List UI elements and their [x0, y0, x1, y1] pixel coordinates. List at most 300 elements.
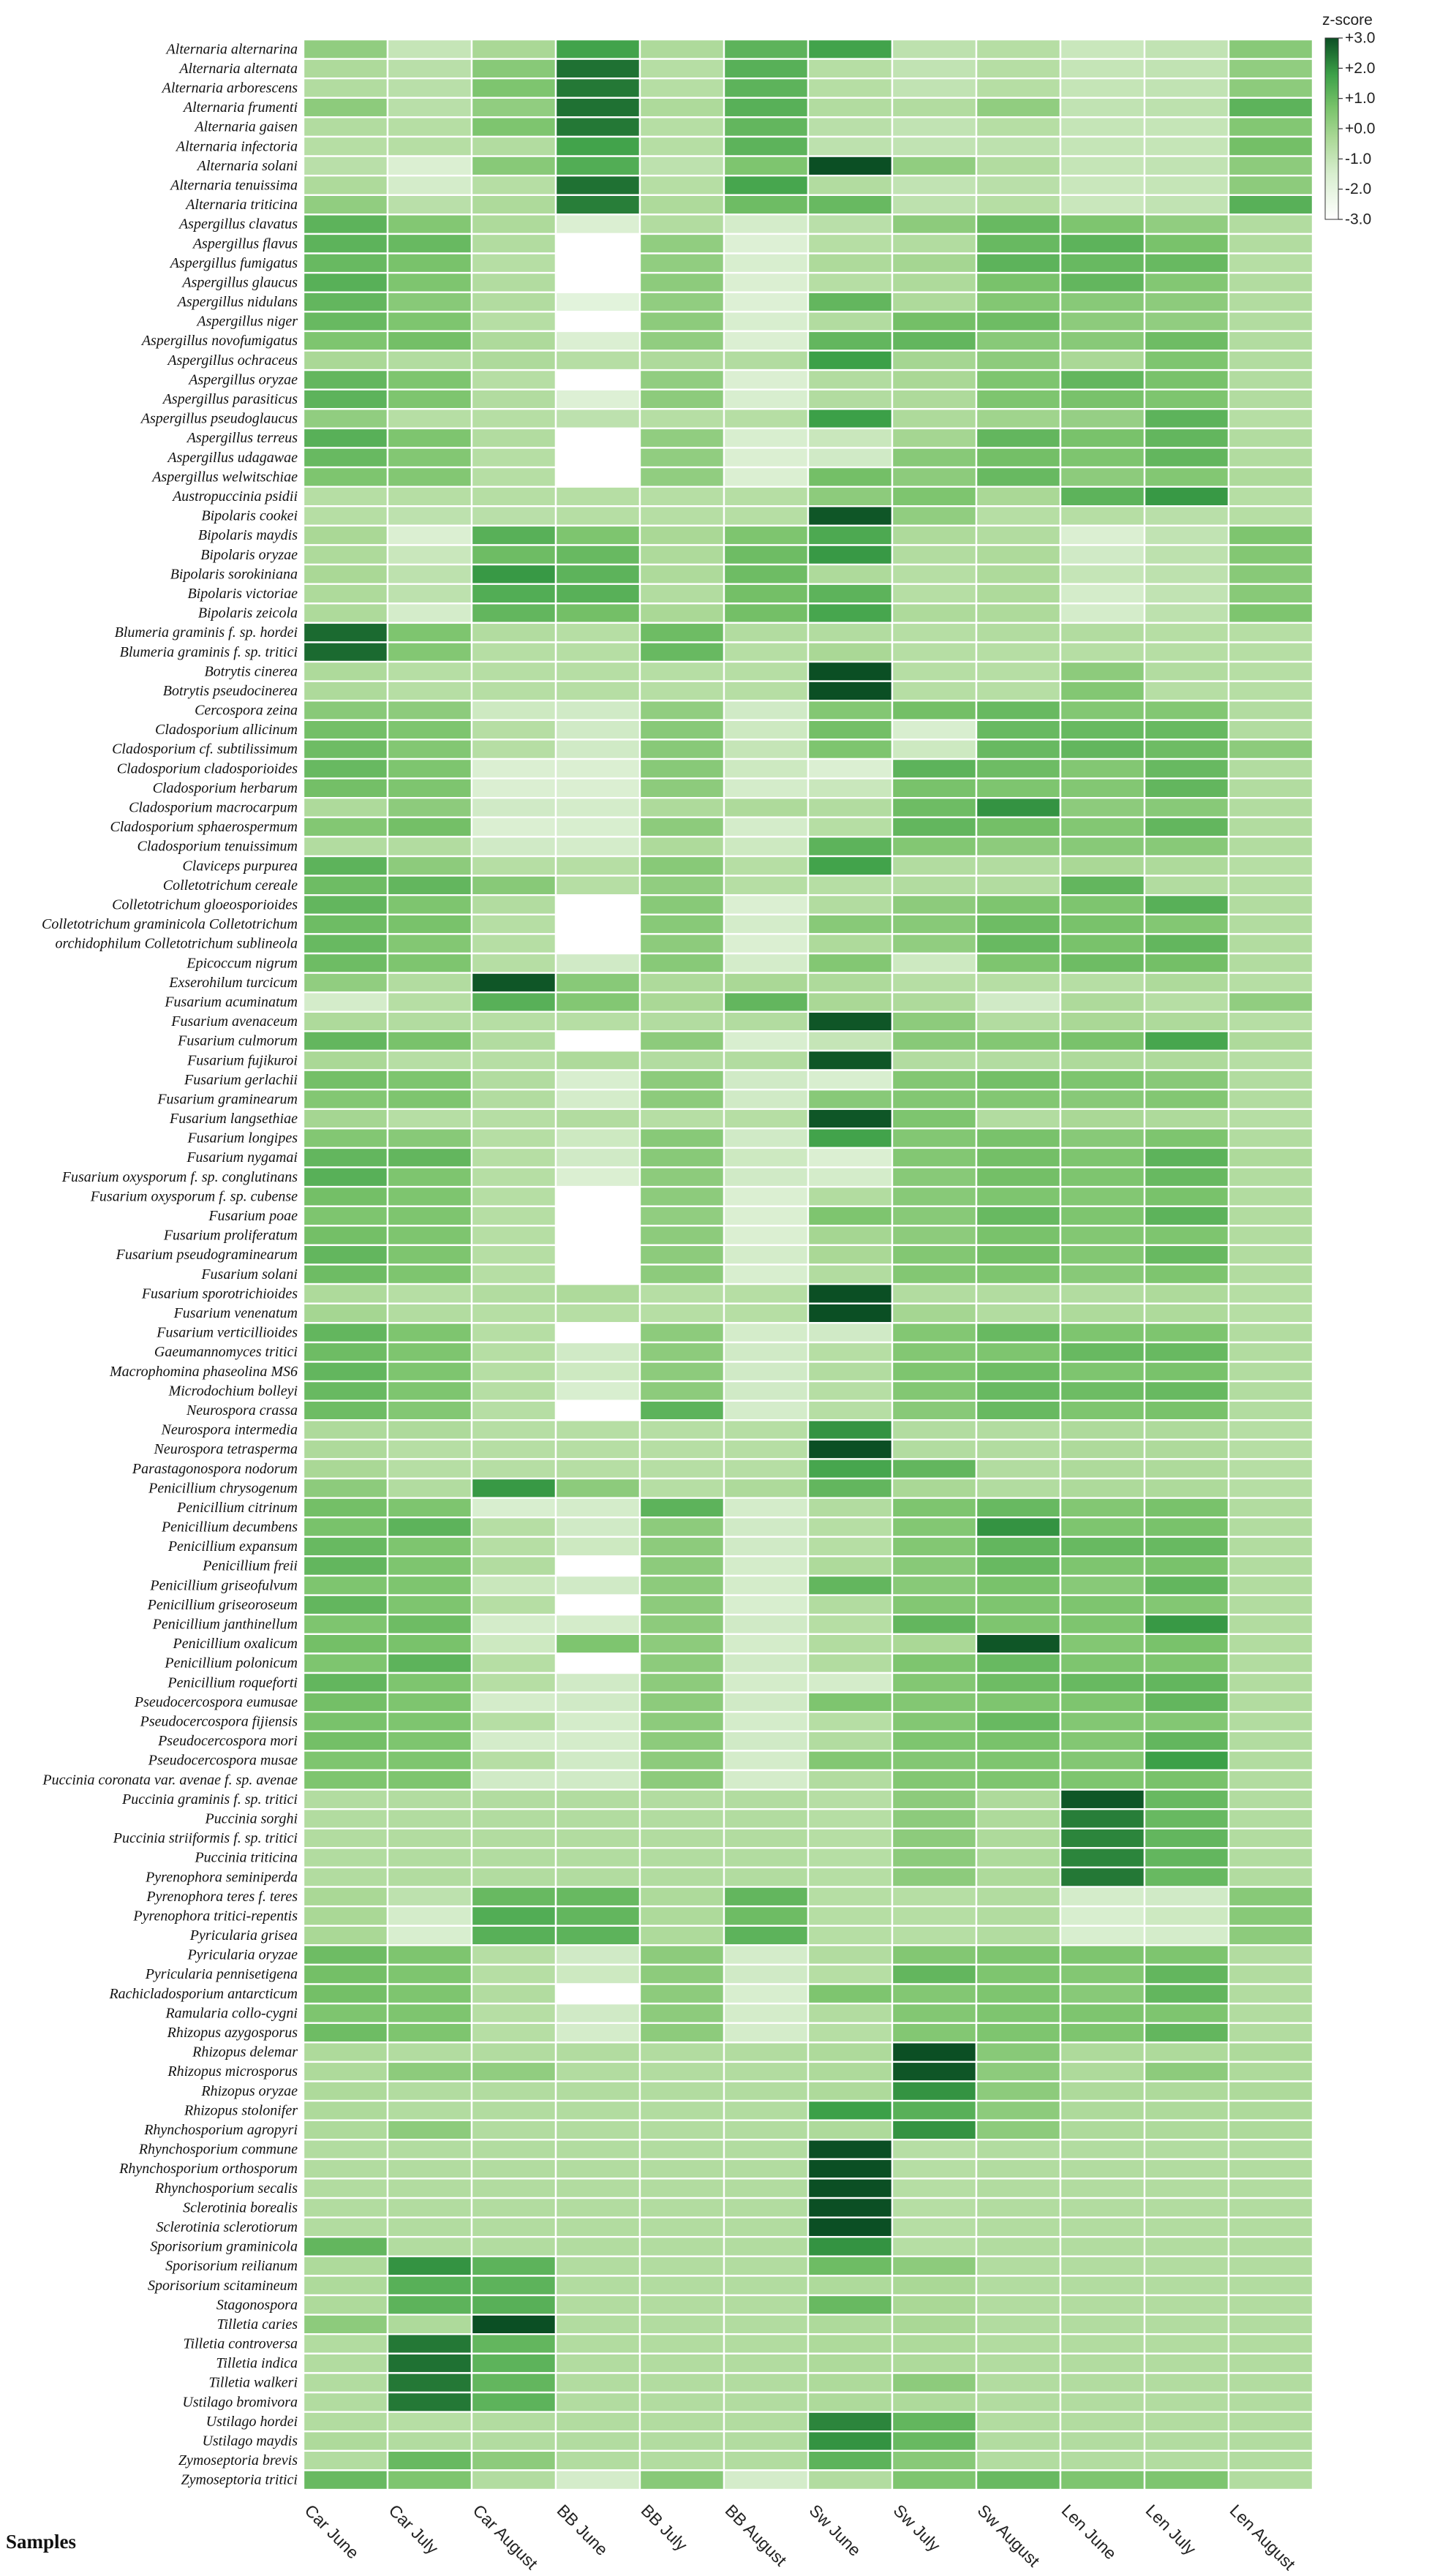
heatmap-cell: [1229, 1440, 1313, 1459]
heatmap-cell: [304, 448, 388, 468]
row-label: Rhizopus microsporus: [167, 2063, 298, 2080]
row-label: Aspergillus niger: [197, 313, 298, 330]
heatmap-cell: [640, 1770, 724, 1790]
heatmap-cell: [388, 1537, 472, 1557]
heatmap-cell: [304, 331, 388, 351]
heatmap-cell: [892, 2198, 976, 2218]
heatmap-cell: [1145, 1478, 1229, 1498]
heatmap-cell: [724, 1887, 808, 1907]
heatmap-cell: [472, 2412, 556, 2432]
heatmap-cell: [388, 137, 472, 156]
row-label: Alternaria alternarina: [166, 41, 298, 58]
heatmap-cell: [640, 59, 724, 79]
heatmap-cell: [472, 1537, 556, 1557]
heatmap-cell: [1060, 1109, 1145, 1129]
heatmap-cell: [556, 1420, 640, 1440]
heatmap-cell: [472, 836, 556, 856]
heatmap-cell: [472, 1750, 556, 1770]
heatmap-cell: [388, 1848, 472, 1867]
heatmap-cell: [556, 934, 640, 953]
heatmap-cell: [556, 175, 640, 195]
heatmap-cell: [556, 1128, 640, 1148]
row-label: Bipolaris sorokiniana: [170, 566, 298, 583]
heatmap-cell: [808, 2178, 892, 2198]
heatmap-cell: [976, 2003, 1060, 2023]
heatmap-cell: [472, 1790, 556, 1810]
heatmap-cell: [976, 779, 1060, 798]
heatmap-cell: [556, 1595, 640, 1615]
heatmap-cell: [640, 915, 724, 934]
heatmap-cell: [388, 1478, 472, 1498]
heatmap-cell: [640, 1109, 724, 1129]
heatmap-cell: [1060, 720, 1145, 740]
heatmap-cell: [1060, 1187, 1145, 1206]
heatmap-cell: [808, 779, 892, 798]
heatmap-cell: [976, 2062, 1060, 2082]
heatmap-cell: [808, 2218, 892, 2237]
heatmap-cell: [556, 117, 640, 137]
heatmap-cell: [304, 1361, 388, 1381]
heatmap-cell: [1229, 2101, 1313, 2120]
heatmap-cell: [724, 2159, 808, 2179]
heatmap-cell: [1145, 1867, 1229, 1887]
heatmap-cell: [808, 1595, 892, 1615]
heatmap-cell: [640, 1750, 724, 1770]
column-label: Sw July: [889, 2501, 945, 2556]
heatmap-cell: [472, 1012, 556, 1032]
heatmap-cell: [472, 1867, 556, 1887]
heatmap-cell: [640, 1984, 724, 2004]
heatmap-cell: [556, 2373, 640, 2392]
row-label: Cladosporium cf. subtilissimum: [112, 741, 298, 758]
row-label: Penicillium janthinellum: [152, 1616, 298, 1633]
heatmap-cell: [556, 1693, 640, 1712]
heatmap-cell: [304, 2198, 388, 2218]
heatmap-cell: [556, 254, 640, 273]
heatmap-cell: [1060, 856, 1145, 876]
heatmap-cell: [556, 1517, 640, 1537]
heatmap-cell: [1229, 1887, 1313, 1907]
heatmap-cell: [472, 953, 556, 973]
heatmap-cell: [640, 487, 724, 507]
heatmap-cell: [1229, 1478, 1313, 1498]
heatmap-cell: [976, 2315, 1060, 2335]
heatmap-cell: [1229, 1128, 1313, 1148]
heatmap-cell: [640, 351, 724, 371]
row-label: Ustilago hordei: [206, 2413, 298, 2430]
heatmap-cell: [472, 2315, 556, 2335]
heatmap-cell: [556, 876, 640, 896]
heatmap-cell: [1145, 2334, 1229, 2354]
heatmap-cell: [556, 467, 640, 487]
heatmap-cell: [472, 1361, 556, 1381]
heatmap-cell: [640, 409, 724, 428]
heatmap-cell: [808, 117, 892, 137]
heatmap-cell: [1145, 59, 1229, 79]
heatmap-cell: [892, 1867, 976, 1887]
heatmap-cell: [808, 409, 892, 428]
heatmap-cell: [304, 1750, 388, 1770]
heatmap-cell: [808, 798, 892, 817]
heatmap-cell: [976, 1051, 1060, 1070]
heatmap-cell: [1145, 1012, 1229, 1032]
heatmap-cell: [640, 2256, 724, 2276]
heatmap-cell: [1145, 506, 1229, 526]
heatmap-cell: [472, 895, 556, 915]
heatmap-cell: [976, 934, 1060, 953]
heatmap-cell: [640, 2139, 724, 2159]
heatmap-cell: [976, 1168, 1060, 1187]
heatmap-cell: [388, 273, 472, 292]
heatmap-cell: [808, 331, 892, 351]
heatmap-cell: [892, 1693, 976, 1712]
heatmap-cell: [1145, 1265, 1229, 1285]
heatmap-cell: [640, 1926, 724, 1946]
heatmap-cell: [1229, 214, 1313, 234]
heatmap-cell: [1145, 2275, 1229, 2295]
heatmap-cell: [556, 2237, 640, 2256]
heatmap-cell: [892, 1984, 976, 2004]
heatmap-cell: [976, 1848, 1060, 1867]
heatmap-cell: [1229, 487, 1313, 507]
heatmap-cell: [556, 1770, 640, 1790]
heatmap-cell: [892, 1440, 976, 1459]
heatmap-cell: [892, 39, 976, 59]
heatmap-cell: [556, 1012, 640, 1032]
heatmap-cell: [472, 487, 556, 507]
row-label: Sporisorium scitamineum: [148, 2277, 298, 2294]
heatmap-cell: [472, 1498, 556, 1518]
heatmap-cell: [388, 1829, 472, 1848]
heatmap-cell: [1229, 2237, 1313, 2256]
heatmap-cell: [1060, 1051, 1145, 1070]
heatmap-cell: [304, 2042, 388, 2062]
heatmap-cell: [472, 292, 556, 312]
heatmap-cell: [724, 1537, 808, 1557]
heatmap-cell: [1060, 798, 1145, 817]
heatmap-cell: [304, 1614, 388, 1634]
heatmap-cell: [1229, 117, 1313, 137]
heatmap-cell: [556, 1323, 640, 1342]
heatmap-cell: [976, 2218, 1060, 2237]
heatmap-cell: [1060, 1653, 1145, 1673]
heatmap-cell: [1145, 2431, 1229, 2451]
heatmap-cell: [304, 1634, 388, 1654]
heatmap-cell: [640, 273, 724, 292]
heatmap-cell: [304, 1770, 388, 1790]
colorbar-tick-label: +3.0: [1345, 29, 1376, 47]
heatmap-cell: [472, 817, 556, 837]
heatmap-cell: [304, 2412, 388, 2432]
heatmap-cell: [304, 39, 388, 59]
heatmap-cell: [1145, 331, 1229, 351]
heatmap-cell: [892, 739, 976, 759]
heatmap-cell: [976, 1887, 1060, 1907]
heatmap-cell: [892, 175, 976, 195]
heatmap-cell: [472, 526, 556, 545]
heatmap-cell: [388, 1323, 472, 1342]
heatmap-cell: [556, 487, 640, 507]
heatmap-cell: [472, 39, 556, 59]
heatmap-cell: [1229, 934, 1313, 953]
heatmap-cell: [304, 739, 388, 759]
heatmap-cell: [304, 156, 388, 176]
heatmap-cell: [1060, 2218, 1145, 2237]
heatmap-cell: [724, 1673, 808, 1693]
heatmap-cell: [1145, 584, 1229, 604]
heatmap-cell: [1145, 526, 1229, 545]
heatmap-cell: [304, 1206, 388, 1226]
heatmap-cell: [808, 1790, 892, 1810]
heatmap-cell: [1145, 117, 1229, 137]
heatmap-cell: [304, 2354, 388, 2373]
heatmap-cell: [808, 1556, 892, 1576]
heatmap-cell: [304, 1498, 388, 1518]
heatmap-cell: [1229, 1498, 1313, 1518]
heatmap-cell: [724, 1809, 808, 1829]
heatmap-cell: [388, 2334, 472, 2354]
heatmap-cell: [556, 1401, 640, 1421]
heatmap-cell: [1145, 409, 1229, 428]
heatmap-cell: [1060, 1517, 1145, 1537]
heatmap-cell: [640, 156, 724, 176]
heatmap-cell: [304, 351, 388, 371]
heatmap-cell: [388, 1148, 472, 1168]
heatmap-cell: [472, 467, 556, 487]
row-label: Fusarium solani: [201, 1266, 298, 1283]
heatmap-cell: [472, 1693, 556, 1712]
heatmap-cell: [640, 2295, 724, 2315]
heatmap-cell: [304, 564, 388, 584]
heatmap-cell: [388, 1926, 472, 1946]
heatmap-cell: [892, 137, 976, 156]
heatmap-cell: [892, 1478, 976, 1498]
heatmap-cell: [976, 137, 1060, 156]
heatmap-cell: [1145, 273, 1229, 292]
heatmap-cell: [640, 254, 724, 273]
heatmap-cell: [640, 1304, 724, 1323]
heatmap-cell: [304, 1089, 388, 1109]
row-label: Rhizopus oryzae: [201, 2082, 298, 2099]
heatmap-cell: [640, 175, 724, 195]
heatmap-cell: [640, 603, 724, 623]
heatmap-cell: [388, 1051, 472, 1070]
heatmap-cell: [472, 1712, 556, 1731]
heatmap-cell: [388, 428, 472, 448]
heatmap-cell: [1229, 1206, 1313, 1226]
heatmap-cell: [1060, 545, 1145, 564]
heatmap-cell: [808, 1148, 892, 1168]
heatmap-cell: [724, 545, 808, 564]
heatmap-cell: [472, 2334, 556, 2354]
heatmap-cell: [724, 2256, 808, 2276]
row-label: Puccinia coronata var. avenae f. sp. avenae: [42, 1772, 298, 1789]
heatmap-cell: [556, 59, 640, 79]
heatmap-cell: [1229, 1031, 1313, 1051]
heatmap-cell: [1060, 1459, 1145, 1478]
heatmap-cell: [640, 1070, 724, 1090]
heatmap-cell: [1229, 2295, 1313, 2315]
heatmap-cell: [556, 759, 640, 779]
heatmap-cell: [1229, 1012, 1313, 1032]
heatmap-cell: [1145, 2023, 1229, 2043]
row-label: Pyricularia grisea: [189, 1927, 298, 1944]
heatmap-cell: [808, 467, 892, 487]
heatmap-cell: [472, 1342, 556, 1362]
heatmap-cell: [304, 1225, 388, 1245]
row-label: Penicillium decumbens: [161, 1519, 298, 1536]
heatmap-cell: [388, 817, 472, 837]
row-label: Penicillium griseoroseum: [147, 1596, 298, 1613]
heatmap-cell: [472, 2159, 556, 2179]
heatmap-cell: [304, 1401, 388, 1421]
heatmap-cell: [892, 234, 976, 254]
heatmap-cell: [304, 720, 388, 740]
heatmap-cell: [724, 526, 808, 545]
heatmap-cell: [640, 2334, 724, 2354]
heatmap-cell: [976, 98, 1060, 118]
heatmap-cell: [556, 2218, 640, 2237]
heatmap-cell: [304, 195, 388, 215]
heatmap-cell: [1145, 1420, 1229, 1440]
heatmap-cell: [556, 98, 640, 118]
heatmap-cell: [976, 117, 1060, 137]
row-label: Cladosporium herbarum: [152, 779, 298, 796]
heatmap-cell: [304, 1420, 388, 1440]
heatmap-cell: [304, 1128, 388, 1148]
heatmap-cell: [1060, 254, 1145, 273]
heatmap-cell: [808, 603, 892, 623]
heatmap-cell: [1229, 817, 1313, 837]
heatmap-cell: [388, 2198, 472, 2218]
heatmap-cell: [724, 1284, 808, 1304]
heatmap-cell: [1060, 2431, 1145, 2451]
heatmap-cell: [472, 2431, 556, 2451]
heatmap-cell: [892, 2470, 976, 2490]
heatmap-cell: [472, 117, 556, 137]
row-label: Cladosporium macrocarpum: [129, 799, 298, 816]
heatmap-cell: [892, 1148, 976, 1168]
heatmap-cell: [724, 39, 808, 59]
heatmap-cell: [1060, 739, 1145, 759]
heatmap-cell: [640, 1284, 724, 1304]
row-label: Alternaria arborescens: [162, 80, 298, 97]
heatmap-cell: [1060, 1750, 1145, 1770]
heatmap-cell: [892, 876, 976, 896]
heatmap-cell: [472, 1731, 556, 1751]
heatmap-cell: [1060, 1770, 1145, 1790]
heatmap-cell: [388, 390, 472, 409]
heatmap-cell: [388, 2295, 472, 2315]
heatmap-cell: [808, 370, 892, 390]
heatmap-cell: [556, 2120, 640, 2140]
heatmap-cell: [724, 2003, 808, 2023]
heatmap-cell: [1060, 1673, 1145, 1693]
heatmap-cell: [472, 584, 556, 604]
heatmap-cell: [724, 1965, 808, 1984]
row-label: Fusarium avenaceum: [171, 1013, 298, 1030]
heatmap-cell: [724, 1168, 808, 1187]
heatmap-cell: [472, 428, 556, 448]
heatmap-cell: [724, 973, 808, 993]
heatmap-cell: [1229, 2178, 1313, 2198]
heatmap-cell: [388, 370, 472, 390]
heatmap-cell: [1145, 370, 1229, 390]
heatmap-cell: [1229, 311, 1313, 331]
heatmap-cell: [724, 2392, 808, 2412]
heatmap-cell: [1060, 2315, 1145, 2335]
heatmap-cell: [1229, 506, 1313, 526]
heatmap-cell: [724, 1031, 808, 1051]
heatmap-cell: [1145, 700, 1229, 720]
heatmap-cell: [640, 779, 724, 798]
heatmap-cell: [1060, 2101, 1145, 2120]
heatmap-cell: [892, 2139, 976, 2159]
heatmap-cell: [472, 2082, 556, 2101]
heatmap-cell: [304, 506, 388, 526]
heatmap-cell: [1060, 1712, 1145, 1731]
heatmap-cell: [976, 2082, 1060, 2101]
heatmap-cell: [1145, 254, 1229, 273]
heatmap-cell: [556, 1576, 640, 1595]
heatmap-cell: [976, 390, 1060, 409]
heatmap-cell: [976, 2470, 1060, 2490]
heatmap-cell: [388, 487, 472, 507]
heatmap-cell: [388, 1381, 472, 1401]
heatmap-cell: [1229, 1420, 1313, 1440]
heatmap-cell: [388, 2237, 472, 2256]
heatmap-cell: [976, 2237, 1060, 2256]
heatmap-cell: [724, 506, 808, 526]
heatmap-cell: [976, 642, 1060, 662]
heatmap-cell: [388, 1245, 472, 1265]
heatmap-cell: [724, 1712, 808, 1731]
heatmap-cell: [388, 876, 472, 896]
heatmap-cell: [976, 681, 1060, 701]
row-label: Aspergillus novofumigatus: [141, 333, 298, 350]
heatmap-cell: [304, 1517, 388, 1537]
heatmap-cell: [388, 1595, 472, 1615]
heatmap-cell: [892, 59, 976, 79]
heatmap-cell: [1145, 2256, 1229, 2276]
heatmap-cell: [1229, 1148, 1313, 1168]
heatmap-cell: [892, 2431, 976, 2451]
heatmap-cell: [808, 526, 892, 545]
heatmap-cell: [304, 856, 388, 876]
heatmap-cell: [1145, 2120, 1229, 2140]
heatmap-cell: [640, 2392, 724, 2412]
row-label: Ustilago maydis: [202, 2433, 298, 2450]
heatmap-cell: [808, 1770, 892, 1790]
heatmap-cell: [892, 1887, 976, 1907]
heatmap-cell: [304, 1168, 388, 1187]
row-label: Penicillium polonicum: [165, 1655, 298, 1672]
heatmap-cell: [724, 1634, 808, 1654]
heatmap-cell: [976, 1498, 1060, 1518]
heatmap-cell: [556, 1867, 640, 1887]
heatmap-cell: [808, 2470, 892, 2490]
heatmap-cell: [1145, 428, 1229, 448]
row-label: Microdochium bolleyi: [168, 1383, 298, 1400]
heatmap-cell: [1060, 1284, 1145, 1304]
heatmap-cell: [388, 1614, 472, 1634]
heatmap-cell: [388, 1809, 472, 1829]
heatmap-cell: [724, 1148, 808, 1168]
row-label: Colletotrichum cereale: [162, 877, 298, 894]
row-label: Fusarium acuminatum: [165, 994, 298, 1011]
heatmap-cell: [892, 214, 976, 234]
row-label: Penicillium chrysogenum: [148, 1480, 298, 1497]
